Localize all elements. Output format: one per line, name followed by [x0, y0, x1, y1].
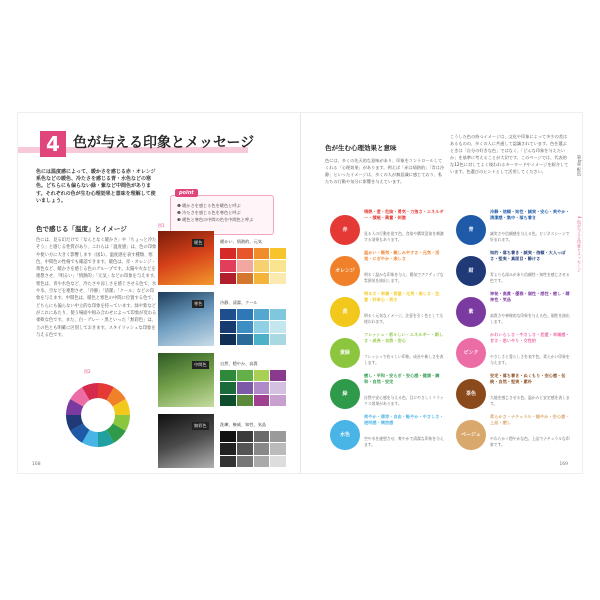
palette-swatch — [254, 309, 270, 320]
palette-swatch — [254, 395, 270, 406]
color-circle: 黄緑 — [330, 338, 360, 368]
point-item: ❶ 暖かさを感じる色を暖色と呼ぶ — [177, 203, 241, 208]
palette-swatch — [254, 382, 270, 393]
palette-swatch — [220, 273, 236, 284]
color-keywords: 温かい・陽気・親しみやすさ・元気・活発・にぎやか・楽しさ — [364, 250, 440, 262]
point-list — [177, 202, 253, 223]
palette-swatch — [220, 321, 236, 332]
color-palette — [220, 370, 286, 406]
color-description: 誠実さや信頼感を与える色。ビジネスシーンで好まれます。 — [490, 231, 570, 242]
row-tag: 暖色 — [194, 240, 203, 245]
palette-swatch — [220, 395, 236, 406]
color-circle: 水色 — [330, 420, 360, 450]
section-number: 4 — [40, 131, 66, 157]
color-circle: 黄 — [330, 297, 360, 327]
palette-swatch — [237, 334, 253, 345]
palette-swatch — [220, 431, 236, 442]
color-keywords: 癒し・平和・安らぎ・安心感・健康・調和・自然・安定 — [364, 373, 440, 385]
palette-swatch — [237, 370, 253, 381]
palette-swatch — [237, 260, 253, 271]
palette-swatch — [270, 443, 286, 454]
color-description: フレッシュで若々しい印象。成長や新しさを表します。 — [364, 354, 444, 365]
palette-swatch — [220, 309, 236, 320]
sample-photo — [158, 231, 214, 285]
color-keywords: 爽やか・清涼・自由・軽やか・やさしさ・透明感・開放感 — [364, 414, 444, 426]
temperature-row — [158, 414, 290, 471]
color-circle: オレンジ — [330, 256, 360, 286]
figure-label: 図2 — [84, 369, 91, 374]
color-palette — [220, 431, 286, 467]
color-circle: 緑 — [330, 379, 360, 409]
palette-swatch — [237, 321, 253, 332]
palette-swatch — [220, 260, 236, 271]
color-description: 空や水を連想させ、爽やかで清潔な印象を与えます。 — [364, 436, 444, 447]
palette-swatch — [254, 248, 270, 259]
color-keywords: 冷静・信頼・知性・誠実・安心・爽やか・清潔感・集中・落ち着き — [490, 209, 570, 221]
color-keywords: かわいらしさ・やさしさ・恋愛・幸福感・甘さ・思いやり・女性的 — [490, 332, 570, 344]
lead-text: 色には温度感によって、暖かさを感じる赤・オレンジ系色などの暖色、冷たさを感じる青・水色などの寒色。どちらにも偏らない緑・紫など中間色があります。それぞれの色が生む心理効果と意味を理解して使いましょう。 — [36, 169, 156, 204]
color-keywords: 知的・落ち着き・誠実・信頼・大人っぽさ・堅実・真面目・静けさ — [490, 250, 566, 262]
palette-swatch — [220, 370, 236, 381]
palette-swatch — [254, 334, 270, 345]
color-description: 明るく温かな印象を与え、陽気でアクティブな雰囲気を演出します。 — [364, 272, 444, 283]
page-title: 色が与える印象とメッセージ — [73, 135, 255, 151]
temperature-row — [158, 292, 290, 349]
palette-swatch — [254, 273, 270, 284]
color-description: やさしさと愛らしさを表す色。柔らかい印象を与えます。 — [490, 354, 570, 365]
body-text: 色には、見る幻だけで「なんとなく暖かさ」や「ちょっと冷たそう」と感じる性質があり、これらは「温度感」は、色の印象や使い方に大きく影響します（図1）。温度感を表す種類、寒色、中間色の性格でも確認できます。暖色は、赤・オレンジ・黄色など、暖かさを感じる色のグループです。太陽や火などを連想させ、「明るい」「情熱的」「元気」などの印象を与えます。寒色は、青や水色など、冷たさや涼しさを感じさせる色で、水や氷、空などを連想させ、「冷静」「清潔」「クール」などの印象を与えます。中間色は、暖色と寒色の中間に位置する色で、どちらにも偏らない中立的な印象を持っています。緑や紫などがこれにあたり、使う場面や組み合わせによって印象が変わる柔軟な色です。また、白・グレー・黒といった「無彩色」は、上の色とも明確に区別しておきます。スタイリッシュな印象を与える色です。 — [36, 238, 158, 338]
palette-swatch — [254, 321, 270, 332]
palette-swatch — [220, 248, 236, 259]
color-circle: ベージュ — [456, 420, 486, 450]
row-keywords: 洗練、権威、知性、気品 — [220, 422, 267, 427]
palette-swatch — [270, 334, 286, 345]
palette-swatch — [254, 456, 270, 467]
palette-swatch — [270, 248, 286, 259]
color-keywords: 安定・落ち着き・ぬくもり・安心感・伝統・自然・堅実・素朴 — [490, 373, 566, 385]
palette-swatch — [254, 370, 270, 381]
palette-swatch — [254, 260, 270, 271]
palette-swatch — [220, 456, 236, 467]
color-palette — [220, 309, 286, 345]
palette-swatch — [237, 382, 253, 393]
palette-swatch — [270, 321, 286, 332]
palette-swatch — [237, 248, 253, 259]
row-tag: 寒色 — [194, 301, 203, 306]
color-palette — [220, 248, 286, 284]
side-note: 4 色が与える印象とメッセージ — [577, 216, 582, 272]
gutter — [300, 113, 301, 473]
color-entry — [330, 414, 444, 464]
palette-swatch — [237, 431, 253, 442]
lead-text-right: こうした色の持つイメージは、文化や印象によって多少の差はあるものの、多くの人に共通して認識されています。色を選ぶときは「自分の好きな色」ではなく、「どんな印象を与えたいか」を基準に考えることが大切です。このページでは、代表的な12色に対してよく使われるキーワードやイメージを紹介しています。色選びのヒントとして活用してください。 — [450, 134, 569, 174]
color-keywords: 情熱・愛・危険・勇気・力強さ・エネルギー・積極・興奮・刺激 — [364, 209, 444, 221]
color-keywords: 神秘・高貴・優雅・個性・感性・癒し・精神性・気品 — [490, 291, 570, 303]
color-description: 青よりも深みがあり信頼性・知性を感じさせる色です。 — [490, 272, 570, 283]
palette-swatch — [270, 395, 286, 406]
row-keywords: 自然、穏やか、高貴 — [220, 361, 258, 366]
row-tag: 中間色 — [194, 362, 207, 367]
palette-swatch — [270, 273, 286, 284]
palette-swatch — [254, 443, 270, 454]
row-tag: 無彩色 — [194, 423, 207, 428]
color-circle: 青 — [456, 215, 486, 245]
point-item: ❸ 暖色と寒色の中間の色を中間色と呼ぶ — [177, 217, 254, 222]
palette-swatch — [237, 273, 253, 284]
section-heading: 色で感じる「温度」とイメージ — [36, 225, 127, 233]
color-circle: ピンク — [456, 338, 486, 368]
lead-text: 色には、多くの先天的な意味があり、印象をコントロールしてくれる「心理効果」があります。例えば「赤は情熱的」「青は冷静」といったイメージは、多くの人が無意識に感じており、私たちの行動や気分に影響を与えています。 — [325, 158, 445, 184]
row-keywords: 暖かい、情熱的、元気 — [220, 239, 262, 244]
color-circle: 紺 — [456, 256, 486, 286]
color-circle: 赤 — [330, 215, 360, 245]
point-box — [170, 190, 274, 235]
color-circle: 茶色 — [456, 379, 486, 409]
palette-swatch — [270, 456, 286, 467]
color-keywords: フレッシュ・若々しい・エネルギー・新しさ・成長・自然・安心 — [364, 332, 444, 344]
color-description: 自然や安心感を与える色。目にやさしくリラックス効果があります。 — [364, 395, 444, 406]
section-heading-right: 色が生む心理効果と意味 — [325, 144, 397, 152]
point-item: ❷ 冷たさを感じる色を寒色と呼ぶ — [177, 210, 241, 215]
color-circle: 紫 — [456, 297, 486, 327]
color-wheel — [58, 375, 138, 455]
palette-swatch — [220, 382, 236, 393]
chapter-tab: 第4章 配色 — [577, 155, 582, 176]
temperature-row — [158, 353, 290, 410]
page-number: 168 — [32, 462, 41, 467]
color-keywords: 明るさ・幸福・希望・元気・楽しさ・注意・好奇心・若さ — [364, 291, 440, 303]
row-keywords: 冷静、清潔、クール — [220, 300, 258, 305]
palette-swatch — [270, 260, 286, 271]
palette-swatch — [270, 382, 286, 393]
palette-swatch — [220, 334, 236, 345]
color-description: やわらかく穏やかな色。上品でナチュラルな印象です。 — [490, 436, 570, 447]
point-tag: point — [175, 189, 198, 197]
figure-label: 図1 — [158, 223, 165, 228]
palette-swatch — [270, 431, 286, 442]
page-number: 169 — [559, 462, 568, 467]
palette-swatch — [237, 395, 253, 406]
temperature-row — [158, 231, 290, 288]
color-description: 明るく元気なイメージ。注意を引く色としても使われます。 — [364, 313, 444, 324]
color-keywords: 柔らかさ・ナチュラル・穏やか・安心感・上品・癒し — [490, 414, 570, 426]
color-description: 高貴さや神秘的な印象を与える色。個性を演出します。 — [490, 313, 570, 324]
color-description: 見る人の行動を促す色。食欲や購買意欲を刺激する効果もあります。 — [364, 231, 444, 242]
palette-swatch — [237, 443, 253, 454]
palette-swatch — [270, 370, 286, 381]
sample-photo — [158, 292, 214, 346]
palette-swatch — [270, 309, 286, 320]
palette-swatch — [237, 309, 253, 320]
palette-swatch — [254, 431, 270, 442]
palette-swatch — [237, 456, 253, 467]
color-description: 大地を感じさせる色。温かみと安定感を表します。 — [490, 395, 570, 406]
color-entry — [456, 414, 570, 464]
palette-swatch — [220, 443, 236, 454]
book-spread — [18, 113, 582, 473]
